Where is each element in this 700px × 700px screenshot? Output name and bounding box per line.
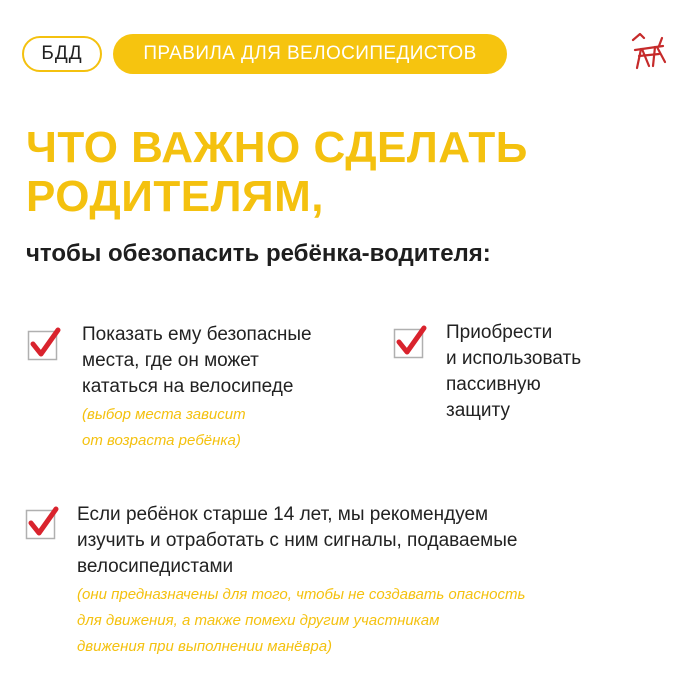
list-item-note-line: (выбор места зависит — [82, 406, 246, 423]
list-item-passive-protection — [446, 320, 581, 424]
list-item-cyclist-signals — [77, 502, 517, 580]
page-title — [26, 123, 528, 221]
list-item-line: кататься на велосипеде — [82, 376, 294, 397]
page-subtitle: чтобы обезопасить ребёнка-водителя: — [26, 240, 491, 267]
list-item-line: защиту — [446, 400, 510, 421]
tag-bdd: БДД — [22, 36, 102, 72]
list-item-note-line: (они предназначены для того, чтобы не создавать опасность — [77, 586, 526, 603]
list-item-note-line: от возраста ребёнка) — [82, 432, 241, 449]
checkbox-checked-icon — [25, 506, 59, 540]
page-title-line-2: РОДИТЕЛЯМ, — [26, 172, 324, 221]
list-item-note — [82, 402, 246, 454]
list-item-line: места, где он может — [82, 350, 259, 371]
checkbox-checked-icon — [27, 327, 61, 361]
list-item-line: Если ребёнок старше 14 лет, мы рекомендуем — [77, 504, 489, 525]
list-item-note — [77, 582, 525, 660]
list-item-line: Показать ему безопасные — [82, 324, 312, 345]
tag-cyclist-rules: ПРАВИЛА ДЛЯ ВЕЛОСИПЕДИСТОВ — [113, 34, 507, 74]
list-item-line: велосипедистами — [77, 556, 234, 577]
list-item-line: Приобрести — [446, 322, 553, 343]
checkbox-checked-icon — [393, 325, 427, 359]
bicycle-logo-icon — [629, 32, 669, 72]
list-item-line: изучить и отработать с ним сигналы, подаваемые — [77, 530, 518, 551]
list-item-note-line: для движения, а также помехи другим участникам — [77, 612, 440, 629]
list-item-line: пассивную — [446, 374, 541, 395]
page-title-line-1: ЧТО ВАЖНО СДЕЛАТЬ — [26, 123, 528, 172]
list-item-line: и использовать — [446, 348, 582, 369]
list-item-note-line: движения при выполнении манёвра) — [77, 638, 333, 655]
list-item-safe-places — [82, 322, 312, 400]
